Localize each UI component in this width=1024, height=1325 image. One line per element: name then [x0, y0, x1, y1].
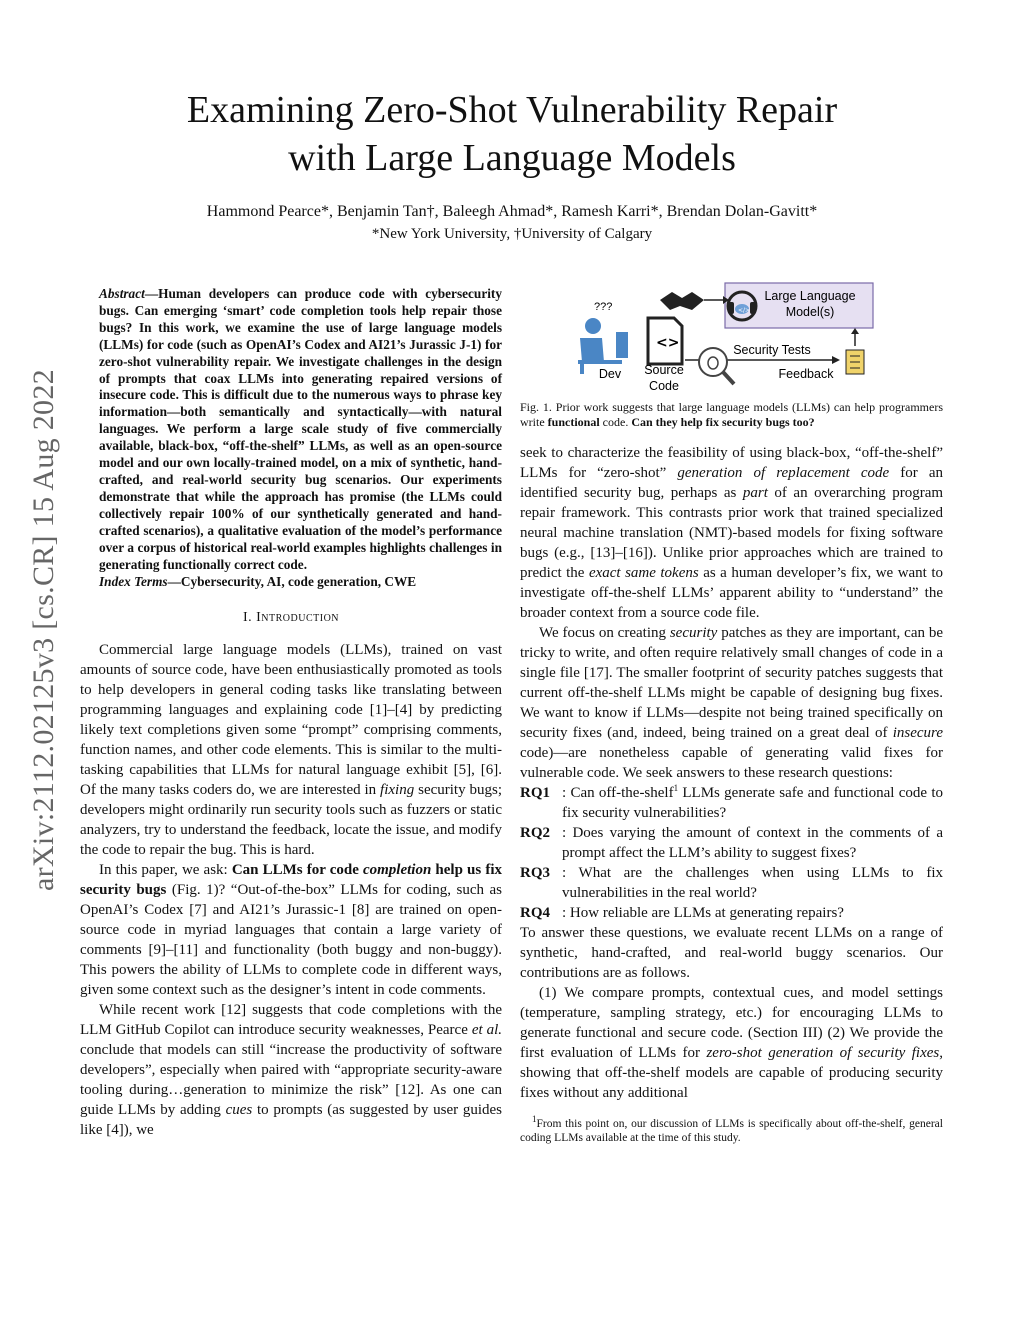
intro-paragraph-1: Commercial large language models (LLMs), trained on vast amounts of source code, have been enthusiastically promoted as tools to help developers in general coding tasks like translating between programming languages and explaining code [1]–[4] by predicting likely text completions given some “prompt” comprising comments, function names, and other code elements. This is similar to the multi-tasking capabilities that LLMs for natural language exhibit [5], [6]. Of the many tasks coders do, we are interested in fixing security bugs; developers might ordinarily run security tools such as fuzzers or static analyzers, try to understand the feedback, locate the issue, and modify the code to repair the bug. This is hard. [80, 642, 502, 859]
index-terms-label: Index Terms [99, 574, 168, 590]
security-tests-label: Security Tests [733, 343, 811, 357]
feedback-label: Feedback [778, 367, 834, 381]
research-question-1: RQ1 : Can off-the-shelf$^1$ LLMs generate safe and functional code to fix security vulnerabilities? [520, 783, 943, 821]
figure-1 [520, 280, 943, 398]
section-heading-introduction: I. Introduction [242, 610, 340, 626]
source-label-2: Code [649, 379, 679, 393]
research-question-2: RQ2 : Does varying the amount of context in the comments of a prompt affect the LLM’s ability to suggest fixes? [520, 825, 943, 861]
source-code-icon [648, 318, 682, 364]
affiliations: *New York University, †University of Calgary [371, 226, 653, 242]
magnifier-icon [699, 348, 734, 384]
abstract-text: —Human developers can produce code with cybersecurity bugs. Can emerging ‘smart’ code completion tools help repair those bugs? In this work, we examine the use of large language models (LLMs) for code (such as OpenAI’s Codex and AI21’s Jurassic J-1) for zero-shot vulnerability repair. We investigate challenges in the design of prompts that coax LLMs into generating repaired versions of insecure code. This is difficult due to the numerous ways to phrase key information—both semantically and syntactically—with natural languages. We perform a large scale study of five commercially available, black-box, “off-the-shelf” LLMs, as well as an open-source model and our own locally-trained model, on a mix of synthetic, hand-crafted, and real-world security bug scenarios. Our experiments demonstrate that while the approach has promise (the LLMs could collectively repair 100% of our synthetically generated and hand-crafted scenarios), a qualitative evaluation of the model’s performance over a corpus of historical real-world examples highlights challenges in generating functionally correct code. [99, 286, 502, 572]
developer-icon [578, 318, 628, 374]
figure-1-diagram [520, 280, 943, 398]
checklist-icon [846, 350, 864, 374]
llm-label-2: Model(s) [785, 305, 835, 319]
footnote-1: $^1$From this point on, our discussion of LLMs is specifically about off-the-shelf, general coding LLMs available at the time of this study. [520, 1114, 943, 1144]
llm-label-1: Large Language [764, 289, 856, 303]
right-paragraph-3: To answer these questions, we evaluate recent LLMs on a range of synthetic, hand-crafted, and real-world buggy scenarios. Our contributions are as follows. [520, 925, 943, 981]
svg-text:<>: <> [656, 335, 680, 351]
intro-paragraph-2: In this paper, we ask: Can LLMs for code completion help us fix security bugs (Fig. 1)? “Out-of-the-box” LLMs for coding, such as OpenAI’s Codex [7] and AI21’s Jurassic-1 [8] are trained on open-source code in myriad languages that contain a large variety of comments [9]–[11] and functionality (both buggy and non-buggy). This powers the ability of LLMs to complete code in different ways, given some context such as the designer’s intent in code comments. [80, 862, 503, 999]
left-column [80, 286, 502, 1140]
paper-title [0, 86, 1024, 182]
research-question-3: RQ3 : What are the challenges when using LLMs to fix vulnerabilities in the real world? [520, 865, 943, 901]
index-terms-text: —Cybersecurity, AI, code generation, CWE [167, 574, 417, 590]
abstract-label: Abstract [99, 286, 145, 301]
handshake-icon [660, 292, 704, 310]
intro-paragraph-3: While recent work [12] suggests that code completions with the LLM GitHub Copilot can introduce security weaknesses, Pearce et al. conclude that models can still “increase the productivity of software developers”, especially when paired with “appropriate security-aware tooling during…generation to minimize the risk” [12]. As one can guide LLMs by adding cues to prompts (as suggested by user guides like [4]), we [80, 1002, 503, 1139]
figure-1-caption: Fig. 1. Prior work suggests that large language models (LLMs) can help programmers write functional code. Can they help fix security bugs too? [520, 400, 943, 429]
arxiv-sidebar [14, 300, 74, 960]
title-line-2: with Large Language Models [288, 137, 736, 179]
index-terms [99, 573, 502, 590]
authors: Hammond Pearce*, Benjamin Tan†, Baleegh Ahmad*, Ramesh Karri*, Brendan Dolan-Gavitt* [206, 203, 818, 220]
right-paragraph-1: seek to characterize the feasibility of using black-box, “off-the-shelf” LLMs for “zero-shot” generation of replacement code for an identified security bug, perhaps as part of an overarching program repair framework. This contrasts prior work that trained specialized neural machine translation (NMT)-based models for fixing software bugs (e.g., [13]–[16]). Unlike prior approaches which are trained to predict the exact same tokens as a human developer’s fix, we want to investigate off-the-shelf LLMs’ apparent ability to “understand” the broader context from a source code file. [520, 445, 944, 621]
right-paragraph-4: (1) We compare prompts, contextual cues, and model settings (temperature, sampling strategy, etc.) for encouraging LLMs to generate functional and secure code. (Section III) (2) We provide the first evaluation of LLMs for zero-shot generation of security fixes, showing that off-the-shelf models are capable of producing security fixes without any additional [520, 985, 943, 1101]
svg-text:</>: </> [738, 307, 751, 314]
research-question-4: RQ4 : How reliable are LLMs at generating repairs? [520, 905, 844, 921]
dev-label: Dev [598, 367, 622, 381]
right-column [520, 280, 943, 1145]
source-label-1: Source [644, 363, 684, 377]
abstract [99, 286, 502, 573]
right-paragraph-2: We focus on creating security patches as they are important, can be tricky to write, and often require relatively small changes of code in a single file [17]. The smaller footprint of security patches suggests that current off-the-shelf LLMs might be capable of designing bug fixes. We want to know if LLMs—despite not being trained specifically on security fixes (and, indeed, being trained on a great deal of insecure code)—are nonetheless capable of generating valid fixes for vulnerable code. We seek answers to these research questions: [520, 625, 943, 781]
title-line-1: Examining Zero-Shot Vulnerability Repair [186, 89, 838, 131]
question-marks: ??? [594, 301, 613, 313]
arxiv-id: arXiv:2112.02125v3 [cs.CR] 15 Aug 2022 [27, 369, 60, 891]
